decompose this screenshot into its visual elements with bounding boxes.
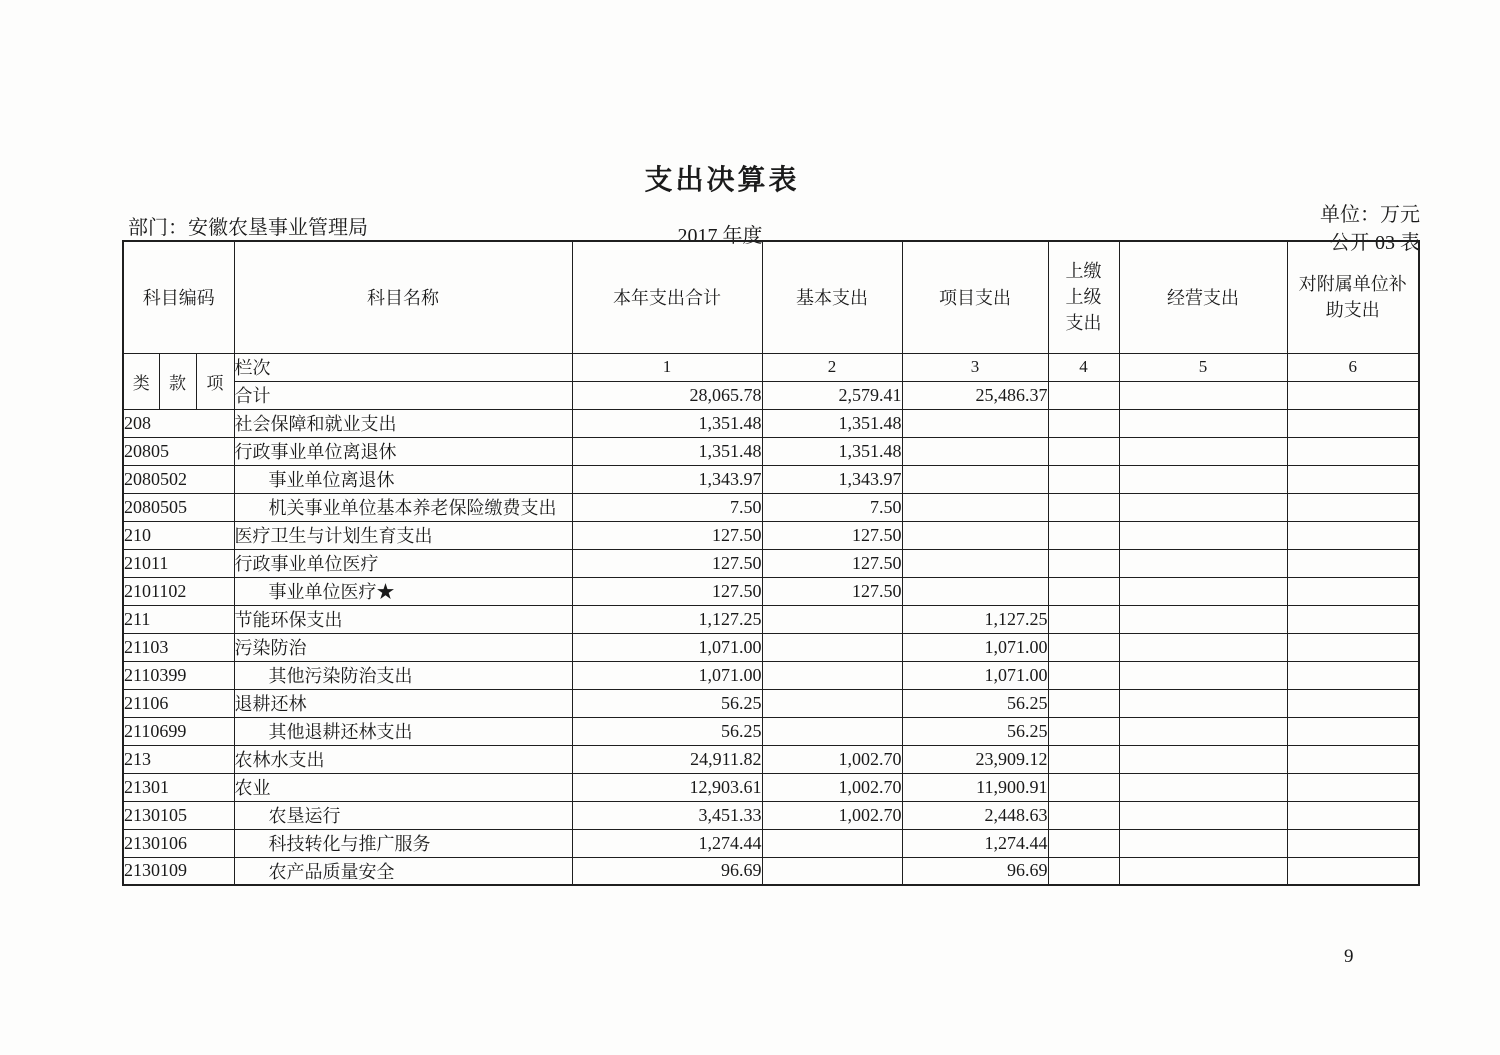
header-subsidy-expenditure: [1287, 241, 1419, 353]
table-row: [123, 689, 1419, 717]
document-title: 支出决算表: [644, 164, 800, 195]
value-cell-col4: [1048, 577, 1119, 605]
value-cell-col4: [1048, 409, 1119, 437]
value-cell-col5: [1119, 829, 1287, 857]
total-label: 合计: [234, 381, 572, 409]
table-row: [123, 577, 1419, 605]
value-cell-col6: [1287, 661, 1419, 689]
subject-code-cell: 2130106: [123, 829, 234, 857]
value-cell-col2: [762, 633, 902, 661]
subject-code-cell: 21301: [123, 773, 234, 801]
value-cell-col2: 1,351.48: [762, 437, 902, 465]
value-cell-col1: 56.25: [572, 717, 762, 745]
subject-name-cell: 其他退耕还林支出: [234, 717, 572, 745]
value-cell-col1: 127.50: [572, 521, 762, 549]
value-cell-col1: 1,071.00: [572, 633, 762, 661]
value-cell-col5: [1119, 549, 1287, 577]
sheet-number-note: 公开 03 表: [1330, 232, 1420, 254]
page-number: 9: [1344, 946, 1354, 967]
value-cell-col5: [1119, 577, 1287, 605]
value-cell-col3: 96.69: [902, 857, 1048, 885]
value-cell-col3: 56.25: [902, 689, 1048, 717]
value-cell-col3: 2,448.63: [902, 801, 1048, 829]
subject-name-cell: 退耕还林: [234, 689, 572, 717]
subject-name-cell: 机关事业单位基本养老保险缴费支出: [234, 493, 572, 521]
subject-code-cell: 21011: [123, 549, 234, 577]
code-sub-xiang: 项: [196, 353, 234, 409]
value-cell-col4: [1048, 661, 1119, 689]
code-sub-kuan: 款: [159, 353, 196, 409]
subject-code-cell: 2110699: [123, 717, 234, 745]
header-project-expenditure: 项目支出: [902, 241, 1048, 353]
subject-name-cell: 行政事业单位医疗: [234, 549, 572, 577]
subject-code-cell: 2080502: [123, 465, 234, 493]
total-value-6: [1287, 381, 1419, 409]
header-operating-expenditure: 经营支出: [1119, 241, 1287, 353]
value-cell-col6: [1287, 801, 1419, 829]
value-cell-col3: 1,071.00: [902, 633, 1048, 661]
table-row: [123, 605, 1419, 633]
value-cell-col2: [762, 689, 902, 717]
column-number-6: 6: [1287, 353, 1419, 381]
value-cell-col2: 127.50: [762, 549, 902, 577]
value-cell-col3: [902, 549, 1048, 577]
value-cell-col6: [1287, 577, 1419, 605]
expenditure-table: [122, 240, 1420, 886]
table-row: [123, 493, 1419, 521]
subject-code-cell: 21106: [123, 689, 234, 717]
subject-name-cell: 节能环保支出: [234, 605, 572, 633]
value-cell-col3: 1,071.00: [902, 661, 1048, 689]
value-cell-col6: [1287, 605, 1419, 633]
header-total-expenditure: 本年支出合计: [572, 241, 762, 353]
fiscal-year-label: 2017 年度: [677, 225, 763, 247]
table-row: [123, 801, 1419, 829]
table-row: [123, 549, 1419, 577]
subject-code-cell: 2101102: [123, 577, 234, 605]
value-cell-col4: [1048, 745, 1119, 773]
subject-name-cell: 事业单位医疗★: [234, 577, 572, 605]
value-cell-col5: [1119, 857, 1287, 885]
value-cell-col1: 1,274.44: [572, 829, 762, 857]
value-cell-col3: 1,274.44: [902, 829, 1048, 857]
value-cell-col1: 12,903.61: [572, 773, 762, 801]
value-cell-col5: [1119, 773, 1287, 801]
value-cell-col2: 127.50: [762, 577, 902, 605]
value-cell-col3: 23,909.12: [902, 745, 1048, 773]
value-cell-col2: 1,002.70: [762, 773, 902, 801]
value-cell-col1: 127.50: [572, 577, 762, 605]
value-cell-col6: [1287, 493, 1419, 521]
total-value-4: [1048, 381, 1119, 409]
subject-code-cell: 21103: [123, 633, 234, 661]
value-cell-col4: [1048, 801, 1119, 829]
subject-name-cell: 农林水支出: [234, 745, 572, 773]
value-cell-col4: [1048, 633, 1119, 661]
value-cell-col1: 3,451.33: [572, 801, 762, 829]
table-header-row: [123, 241, 1419, 353]
subject-name-cell: 科技转化与推广服务: [234, 829, 572, 857]
value-cell-col4: [1048, 465, 1119, 493]
subject-name-cell: 社会保障和就业支出: [234, 409, 572, 437]
value-cell-col5: [1119, 437, 1287, 465]
subject-name-cell: 农业: [234, 773, 572, 801]
total-value-3: 25,486.37: [902, 381, 1048, 409]
subject-code-cell: 20805: [123, 437, 234, 465]
header-upper-level-expenditure: [1048, 241, 1119, 353]
table-row: [123, 745, 1419, 773]
value-cell-col2: 7.50: [762, 493, 902, 521]
value-cell-col4: [1048, 521, 1119, 549]
subject-code-cell: 2130105: [123, 801, 234, 829]
value-cell-col5: [1119, 689, 1287, 717]
lanci-label: 栏次: [234, 353, 572, 381]
value-cell-col3: [902, 493, 1048, 521]
value-cell-col5: [1119, 493, 1287, 521]
value-cell-col6: [1287, 717, 1419, 745]
value-cell-col6: [1287, 465, 1419, 493]
value-cell-col1: 1,351.48: [572, 437, 762, 465]
value-cell-col6: [1287, 829, 1419, 857]
table-row: [123, 717, 1419, 745]
subject-name-cell: 事业单位离退休: [234, 465, 572, 493]
total-value-1: 28,065.78: [572, 381, 762, 409]
value-cell-col4: [1048, 857, 1119, 885]
grand-total-row: [123, 381, 1419, 409]
value-cell-col4: [1048, 549, 1119, 577]
subject-name-cell: 行政事业单位离退休: [234, 437, 572, 465]
header-basic-expenditure: 基本支出: [762, 241, 902, 353]
value-cell-col1: 127.50: [572, 549, 762, 577]
value-cell-col3: [902, 521, 1048, 549]
column-number-1: 1: [572, 353, 762, 381]
value-cell-col4: [1048, 437, 1119, 465]
value-cell-col4: [1048, 689, 1119, 717]
value-cell-col6: [1287, 521, 1419, 549]
table-row: [123, 661, 1419, 689]
column-number-row: [123, 353, 1419, 381]
value-cell-col2: [762, 661, 902, 689]
table-body: [123, 409, 1419, 885]
header-upper-level-text: 上缴上级支出: [1065, 261, 1102, 334]
department-label: 部门：安徽农垦事业管理局: [128, 217, 368, 239]
value-cell-col6: [1287, 857, 1419, 885]
table-row: [123, 409, 1419, 437]
value-cell-col4: [1048, 717, 1119, 745]
subject-code-cell: 2080505: [123, 493, 234, 521]
code-sub-lei: 类: [123, 353, 159, 409]
unit-note: 单位：万元: [1320, 204, 1420, 226]
subject-name-cell: 医疗卫生与计划生育支出: [234, 521, 572, 549]
value-cell-col5: [1119, 745, 1287, 773]
value-cell-col4: [1048, 605, 1119, 633]
subject-name-cell: 污染防治: [234, 633, 572, 661]
value-cell-col5: [1119, 801, 1287, 829]
value-cell-col2: [762, 857, 902, 885]
subject-code-cell: 2130109: [123, 857, 234, 885]
value-cell-col3: [902, 577, 1048, 605]
value-cell-col4: [1048, 829, 1119, 857]
value-cell-col1: 1,127.25: [572, 605, 762, 633]
value-cell-col5: [1119, 409, 1287, 437]
value-cell-col1: 1,071.00: [572, 661, 762, 689]
table-row: [123, 465, 1419, 493]
header-subsidy-text: 对附属单位补助支出: [1298, 274, 1407, 321]
column-number-2: 2: [762, 353, 902, 381]
value-cell-col4: [1048, 773, 1119, 801]
value-cell-col2: 1,002.70: [762, 745, 902, 773]
table-row: [123, 857, 1419, 885]
table-row: [123, 829, 1419, 857]
header-subject-name: 科目名称: [234, 241, 572, 353]
total-value-2: 2,579.41: [762, 381, 902, 409]
column-number-3: 3: [902, 353, 1048, 381]
subject-name-cell: 农垦运行: [234, 801, 572, 829]
value-cell-col4: [1048, 493, 1119, 521]
value-cell-col3: [902, 437, 1048, 465]
value-cell-col1: 1,343.97: [572, 465, 762, 493]
value-cell-col1: 1,351.48: [572, 409, 762, 437]
value-cell-col3: 56.25: [902, 717, 1048, 745]
value-cell-col6: [1287, 689, 1419, 717]
value-cell-col2: 127.50: [762, 521, 902, 549]
header-subject-code: 科目编码: [123, 241, 234, 353]
total-value-5: [1119, 381, 1287, 409]
value-cell-col2: [762, 717, 902, 745]
subject-code-cell: 208: [123, 409, 234, 437]
value-cell-col1: 24,911.82: [572, 745, 762, 773]
value-cell-col3: [902, 465, 1048, 493]
value-cell-col6: [1287, 549, 1419, 577]
subject-code-cell: 2110399: [123, 661, 234, 689]
value-cell-col5: [1119, 521, 1287, 549]
value-cell-col5: [1119, 605, 1287, 633]
value-cell-col6: [1287, 633, 1419, 661]
value-cell-col1: 56.25: [572, 689, 762, 717]
value-cell-col5: [1119, 633, 1287, 661]
subject-code-cell: 213: [123, 745, 234, 773]
value-cell-col6: [1287, 437, 1419, 465]
value-cell-col3: 1,127.25: [902, 605, 1048, 633]
value-cell-col6: [1287, 745, 1419, 773]
table-row: [123, 521, 1419, 549]
value-cell-col5: [1119, 717, 1287, 745]
value-cell-col2: 1,002.70: [762, 801, 902, 829]
value-cell-col5: [1119, 661, 1287, 689]
value-cell-col1: 96.69: [572, 857, 762, 885]
value-cell-col3: 11,900.91: [902, 773, 1048, 801]
table-row: [123, 633, 1419, 661]
value-cell-col3: [902, 409, 1048, 437]
value-cell-col2: 1,343.97: [762, 465, 902, 493]
table-row: [123, 773, 1419, 801]
subject-name-cell: 其他污染防治支出: [234, 661, 572, 689]
value-cell-col6: [1287, 409, 1419, 437]
value-cell-col1: 7.50: [572, 493, 762, 521]
value-cell-col2: 1,351.48: [762, 409, 902, 437]
column-number-5: 5: [1119, 353, 1287, 381]
value-cell-col6: [1287, 773, 1419, 801]
column-number-4: 4: [1048, 353, 1119, 381]
table-row: [123, 437, 1419, 465]
value-cell-col2: [762, 605, 902, 633]
subject-name-cell: 农产品质量安全: [234, 857, 572, 885]
value-cell-col5: [1119, 465, 1287, 493]
value-cell-col2: [762, 829, 902, 857]
subject-code-cell: 211: [123, 605, 234, 633]
subject-code-cell: 210: [123, 521, 234, 549]
